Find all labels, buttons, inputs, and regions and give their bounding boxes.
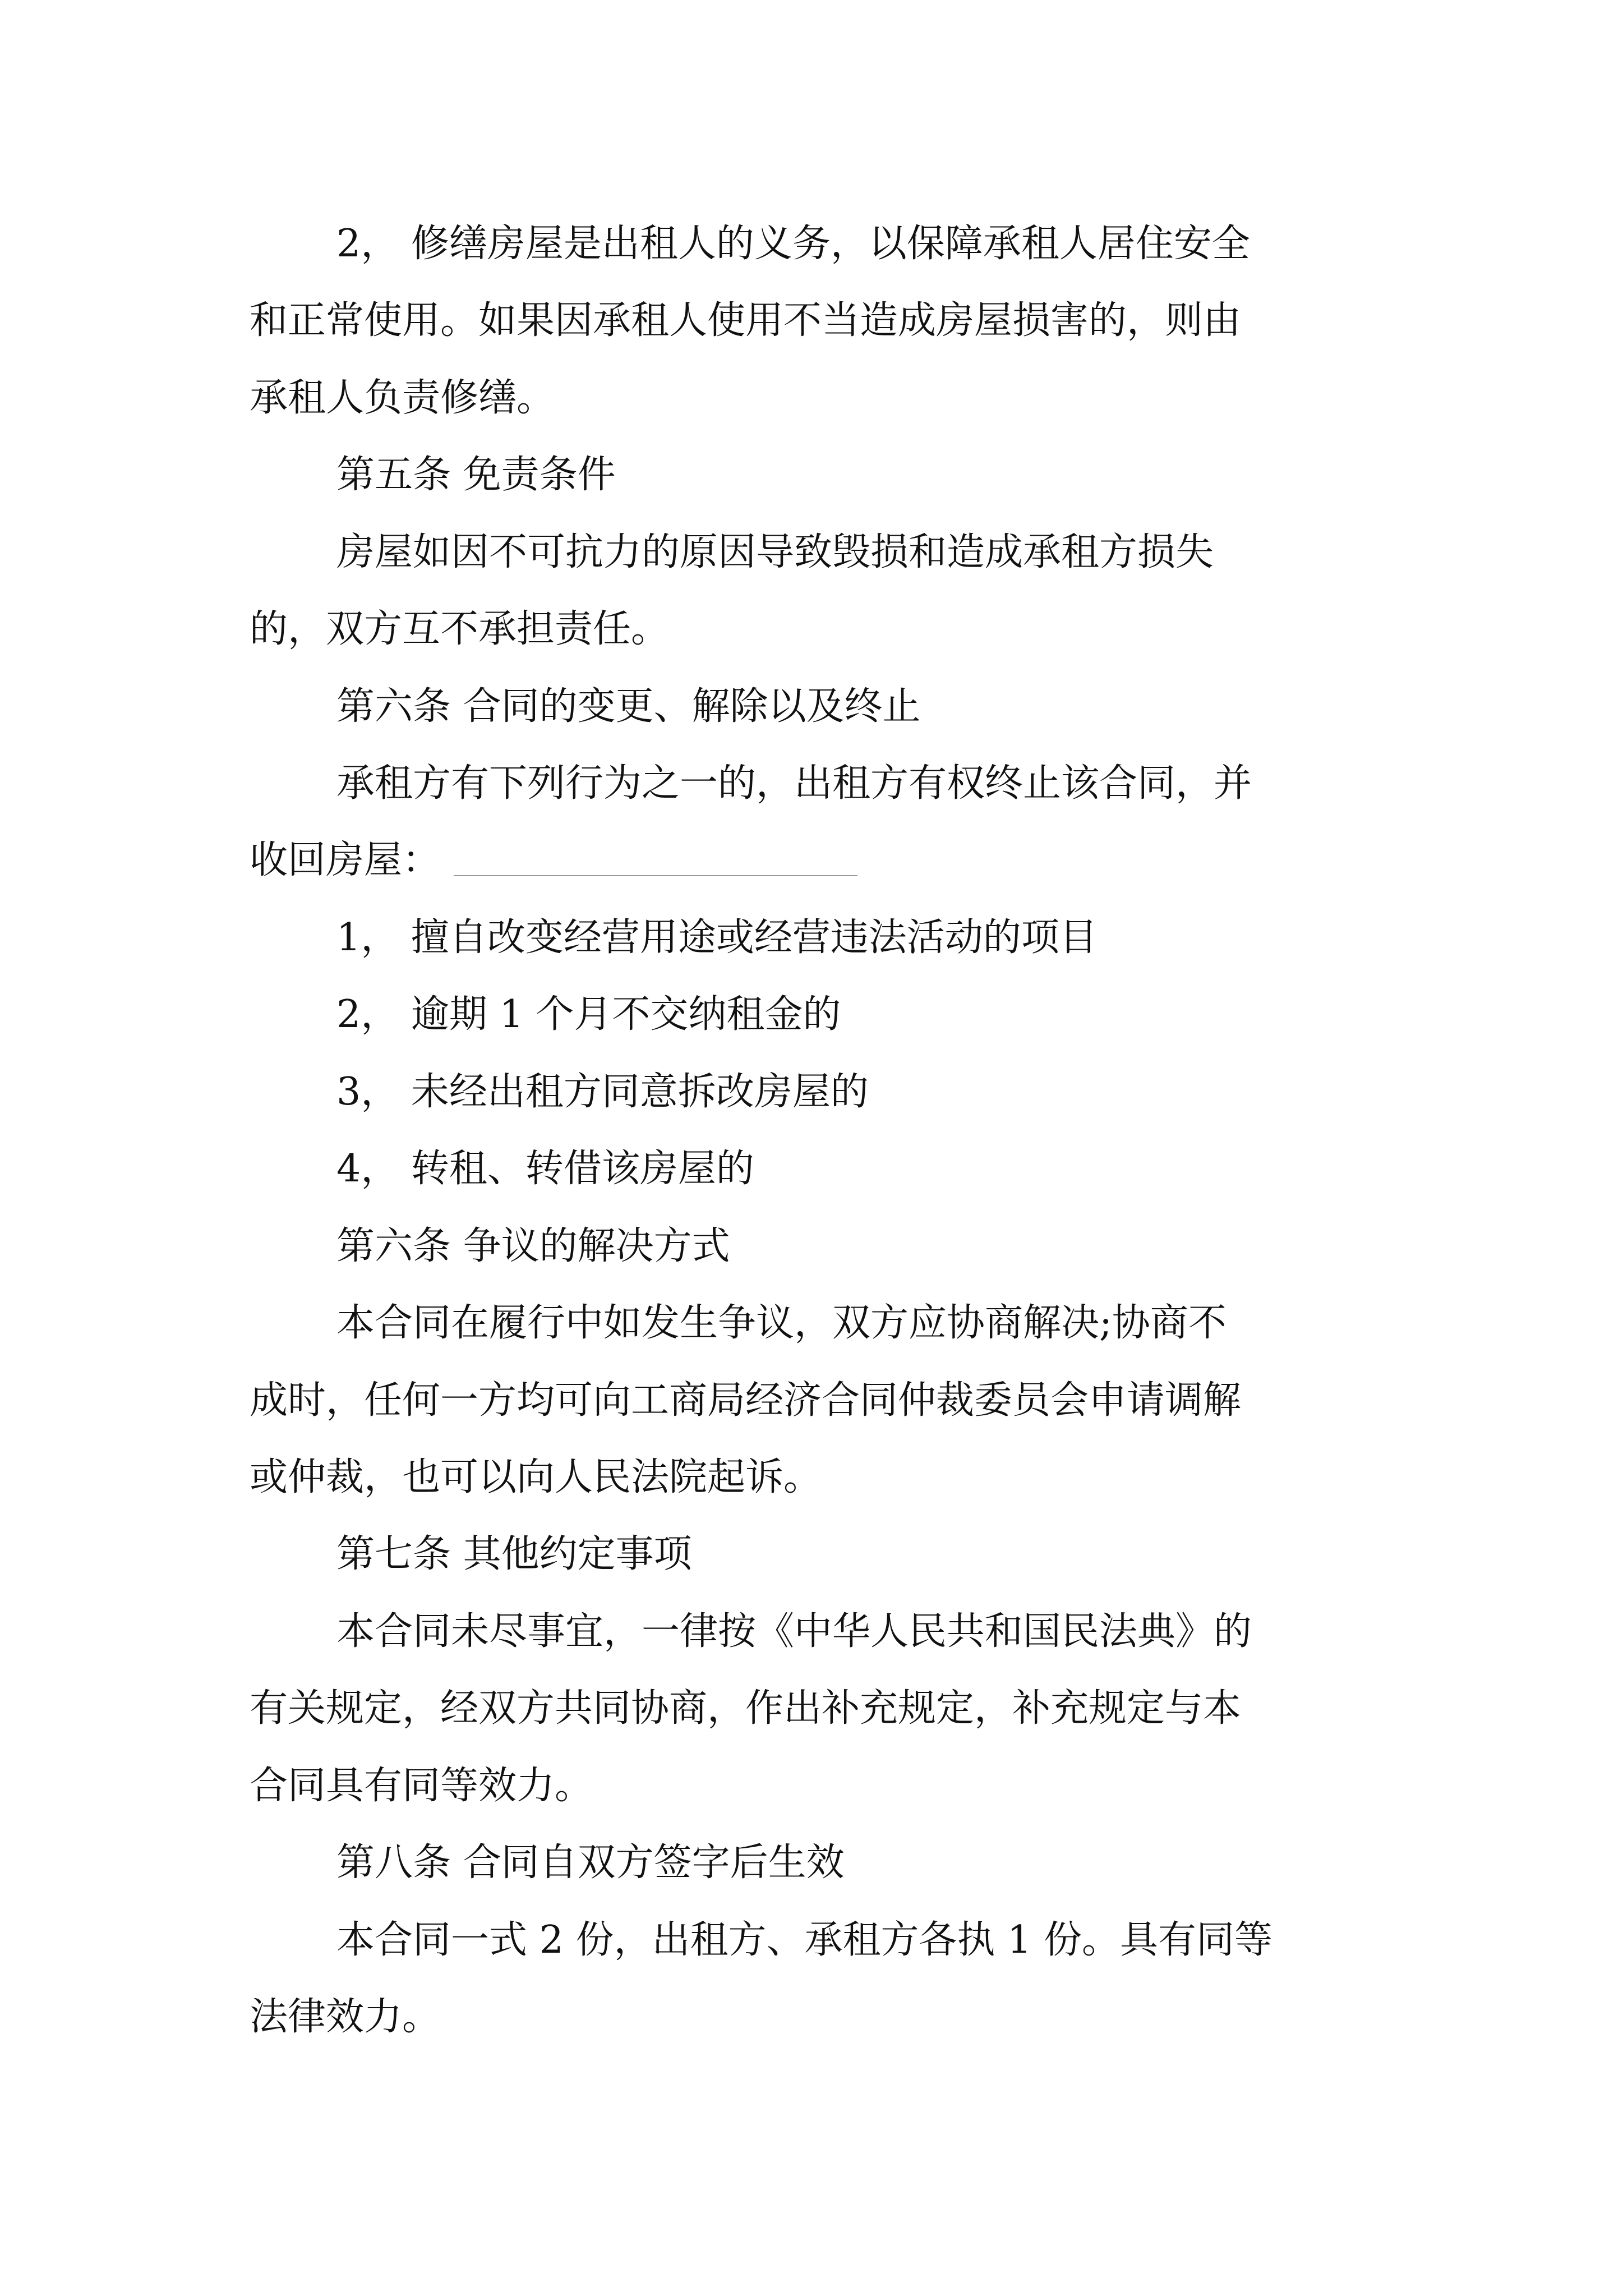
list-item: 3， 未经出租方同意拆改房屋的 [336,1070,869,1114]
paragraph-line: 本合同未尽事宜，一律按《中华人民共和国民法典》的 [336,1609,1252,1654]
paragraph-line: 本合同一式 2 份，出租方、承租方各执 1 份。具有同等 [336,1918,1272,1962]
paragraph-line: 房屋如因不可抗力的原因导致毁损和造成承租方损失 [336,530,1214,574]
list-item: 4， 转租、转借该房屋的 [336,1147,754,1191]
paragraph-line: 和正常使用。如果因承租人使用不当造成房屋损害的，则由 [250,298,1242,343]
list-item: 2， 逾期 1 个月不交纳租金的 [336,992,841,1037]
fill-in-blank [454,875,857,876]
clause-heading: 第八条 合同自双方签字后生效 [336,1841,845,1885]
paragraph-line: 2， 修缮房屋是出租人的义务，以保障承租人居住安全 [336,222,1250,266]
clause-heading: 第六条 争议的解决方式 [336,1224,730,1268]
paragraph-line: 的，双方互不承担责任。 [250,607,670,651]
paragraph-line: 有关规定，经双方共同协商，作出补充规定，补充规定与本 [250,1686,1242,1731]
paragraph-line-with-blank [250,838,857,883]
clause-heading: 第七条 其他约定事项 [336,1532,692,1576]
paragraph-line: 成时，任何一方均可向工商局经济合同仲裁委员会申请调解 [250,1378,1242,1423]
paragraph-line: 承租方有下列行为之一的，出租方有权终止该合同，并 [336,761,1252,806]
clause-heading: 第五条 免责条件 [336,453,616,497]
paragraph-line: 承租人负责修缮。 [250,376,555,420]
paragraph-text: 收回房屋： [250,838,441,882]
clause-heading: 第六条 合同的变更、解除以及终止 [336,684,921,729]
paragraph-line: 法律效力。 [250,1995,441,2039]
paragraph-line: 合同具有同等效力。 [250,1764,593,1808]
paragraph-line: 本合同在履行中如发生争议，双方应协商解决;协商不 [336,1301,1227,1345]
paragraph-line: 或仲裁，也可以向人民法院起诉。 [250,1455,822,1499]
list-item: 1， 擅自改变经营用途或经营违法活动的项目 [336,915,1098,960]
